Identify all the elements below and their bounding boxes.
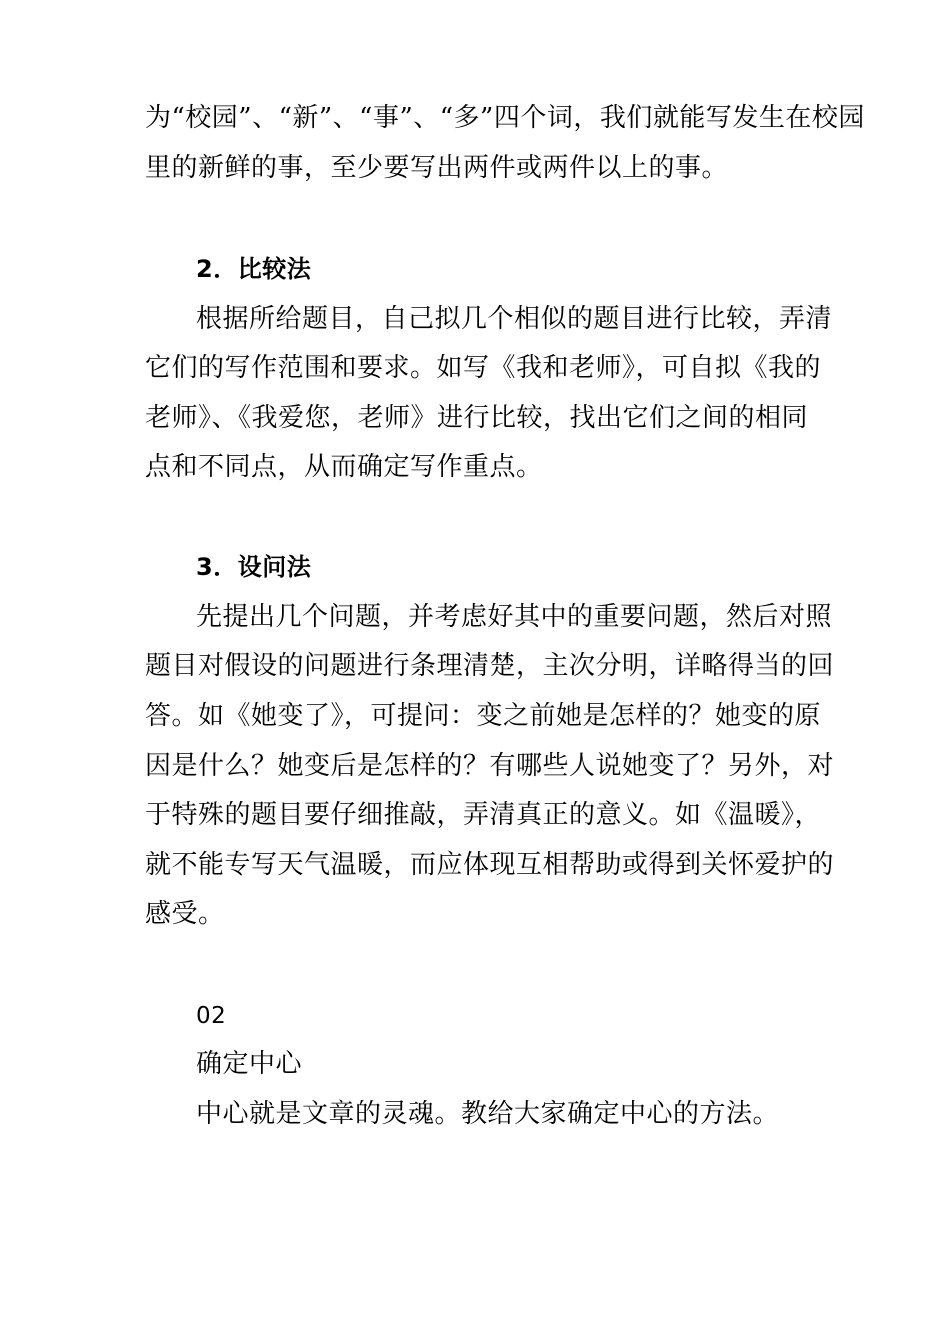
part-02-number: 02 (196, 1003, 227, 1029)
intro-line-1: 为“校园”、“新”、“事”、“多”四个词，我们就能写发生在校园 (145, 103, 865, 133)
section-2-heading: 2．比较法 (196, 255, 312, 283)
section-3-line-1: 先提出几个问题，并考虑好其中的重要问题，然后对照 (196, 602, 833, 632)
part-02-title: 确定中心 (196, 1049, 303, 1079)
intro-line-2: 里的新鲜的事，至少要写出两件或两件以上的事。 (145, 153, 729, 183)
section-2-line-1: 根据所给题目，自己拟几个相似的题目进行比较，弄清 (196, 304, 833, 334)
section-3-line-6: 就不能专写天气温暖，而应体现互相帮助或得到关怀爱护的 (145, 850, 835, 880)
section-3-line-5: 于特殊的题目要仔细推敲，弄清真正的意义。如《温暖》， (145, 800, 822, 830)
section-3-line-4: 因是什么？她变后是怎样的？有哪些人说她变了？另外，对 (145, 751, 835, 781)
section-3-line-7: 感受。 (145, 899, 225, 929)
section-2-line-4: 点和不同点，从而确定写作重点。 (145, 452, 543, 482)
part-02-text: 中心就是文章的灵魂。教给大家确定中心的方法。 (196, 1099, 780, 1129)
section-3-line-2: 题目对假设的问题进行条理清楚，主次分明，详略得当的回 (145, 651, 835, 681)
section-3-heading: 3．设问法 (196, 553, 312, 581)
section-3-line-3: 答。如《她变了》，可提问：变之前她是怎样的？她变的原 (145, 701, 822, 731)
section-2-line-2: 它们的写作范围和要求。如写《我和老师》，可自拟《我的 (145, 353, 822, 383)
section-2-line-3: 老师》、《我爱您，老师》进行比较，找出它们之间的相同 (145, 403, 809, 433)
